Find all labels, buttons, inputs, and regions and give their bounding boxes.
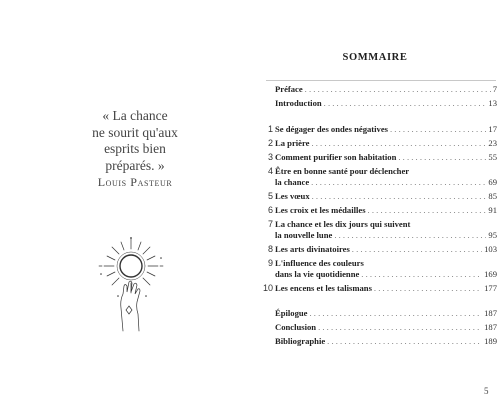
dot-leader <box>368 205 487 216</box>
dot-leader <box>327 336 482 347</box>
toc-entry-page: 177 <box>484 283 497 293</box>
toc-entry-page: 17 <box>488 124 497 134</box>
toc-entry-page: 187 <box>484 308 497 318</box>
dot-leader <box>334 230 486 241</box>
toc-chapter-5[interactable] <box>267 191 497 202</box>
page-number: 5 <box>484 386 489 396</box>
toc-entry-title: Les vœux <box>275 191 310 201</box>
quote-line: préparés. » <box>105 157 165 173</box>
toc-entry-title: Introduction <box>275 98 322 108</box>
toc-entry-page: 85 <box>488 191 497 201</box>
toc-entry-title: Les encens et les talismans <box>275 283 372 293</box>
toc-chapter-1[interactable] <box>267 124 497 135</box>
dot-leader <box>374 283 482 294</box>
chapter-number: 5 <box>267 191 273 201</box>
toc-entry-title: La prière <box>275 138 310 148</box>
chapter-number: 2 <box>267 138 273 148</box>
toc-entry-introduction[interactable] <box>275 98 497 109</box>
toc-entry-page: 7 <box>492 84 497 94</box>
dot-leader <box>352 244 482 255</box>
epigraph-quote <box>75 108 195 174</box>
toc-chapter-3[interactable] <box>267 152 497 163</box>
toc-entry-title: dans la vie quotidienne <box>275 269 360 279</box>
chapter-number: 4 <box>267 166 273 176</box>
toc-entry-title: Être en bonne santé pour déclencher <box>275 166 410 176</box>
epigraph-author: Louis Pasteur <box>97 175 173 189</box>
toc-entry-page: 103 <box>484 244 497 254</box>
toc-entry-title: la chance <box>275 177 310 187</box>
dot-leader <box>305 84 491 95</box>
toc-entry-page: 69 <box>488 177 497 187</box>
toc-chapter-6[interactable] <box>267 205 497 216</box>
toc-entry-title: Se dégager des ondes négatives <box>275 124 388 134</box>
toc-divider <box>266 80 496 81</box>
toc-entry-title: L'influence des couleurs <box>275 258 364 268</box>
toc-entry-title: Conclusion <box>275 322 317 332</box>
chapter-number: 10 <box>263 283 274 293</box>
chapter-number: 7 <box>267 219 273 229</box>
right-page <box>250 0 500 404</box>
toc-entry-title: Les croix et les médailles <box>275 205 366 215</box>
toc-entry-page: 55 <box>488 152 497 162</box>
toc-entry-page: 23 <box>488 138 497 148</box>
chapter-number: 1 <box>267 124 273 134</box>
toc-chapter-9[interactable] <box>267 258 497 280</box>
dot-leader <box>311 138 486 149</box>
toc-entry-epilogue[interactable] <box>275 308 497 319</box>
toc-entry-title: Préface <box>275 84 303 94</box>
toc-chapter-4[interactable] <box>267 166 497 188</box>
dot-leader <box>312 191 487 202</box>
toc-entry-title: La chance et les dix jours qui suivent <box>275 219 411 229</box>
toc-entry-title: Bibliographie <box>275 336 326 346</box>
toc-title: SOMMAIRE <box>342 52 408 63</box>
toc-chapter-10[interactable] <box>263 283 497 294</box>
toc-entry-page: 187 <box>484 322 497 332</box>
dot-leader <box>309 308 482 319</box>
toc-entry-preface[interactable] <box>275 84 497 95</box>
toc-chapter-8[interactable] <box>267 244 497 255</box>
quote-line: ne sourit qu'aux esprits bien <box>92 124 178 156</box>
toc-entry-conclusion[interactable] <box>275 322 497 333</box>
toc-entry-page: 13 <box>488 98 497 108</box>
dot-leader <box>398 152 486 163</box>
toc-entry-page: 189 <box>484 336 497 346</box>
dot-leader <box>324 98 487 109</box>
toc-entry-title: Les arts divinatoires <box>275 244 350 254</box>
toc-entry-bibliography[interactable] <box>275 336 497 347</box>
chapter-number: 8 <box>267 244 273 254</box>
toc-entry-page: 91 <box>488 205 497 215</box>
toc-chapter-2[interactable] <box>267 138 497 149</box>
toc-entry-title: la nouvelle lune <box>275 230 333 240</box>
dot-leader <box>311 177 486 188</box>
toc-entry-page: 169 <box>484 269 497 279</box>
quote-line: « La chance <box>102 108 168 123</box>
toc-entry-title: Comment purifier son habitation <box>275 152 397 162</box>
hand-holding-sun-icon <box>96 236 166 336</box>
chapter-number: 6 <box>267 205 273 215</box>
chapter-number: 3 <box>267 152 273 162</box>
toc-entry-page: 95 <box>488 230 497 240</box>
chapter-number: 9 <box>267 258 273 268</box>
toc-entry-title: Épilogue <box>275 308 308 318</box>
dot-leader <box>361 269 482 280</box>
toc-chapter-7[interactable] <box>267 219 497 241</box>
dot-leader <box>390 124 486 135</box>
dot-leader <box>318 322 482 333</box>
